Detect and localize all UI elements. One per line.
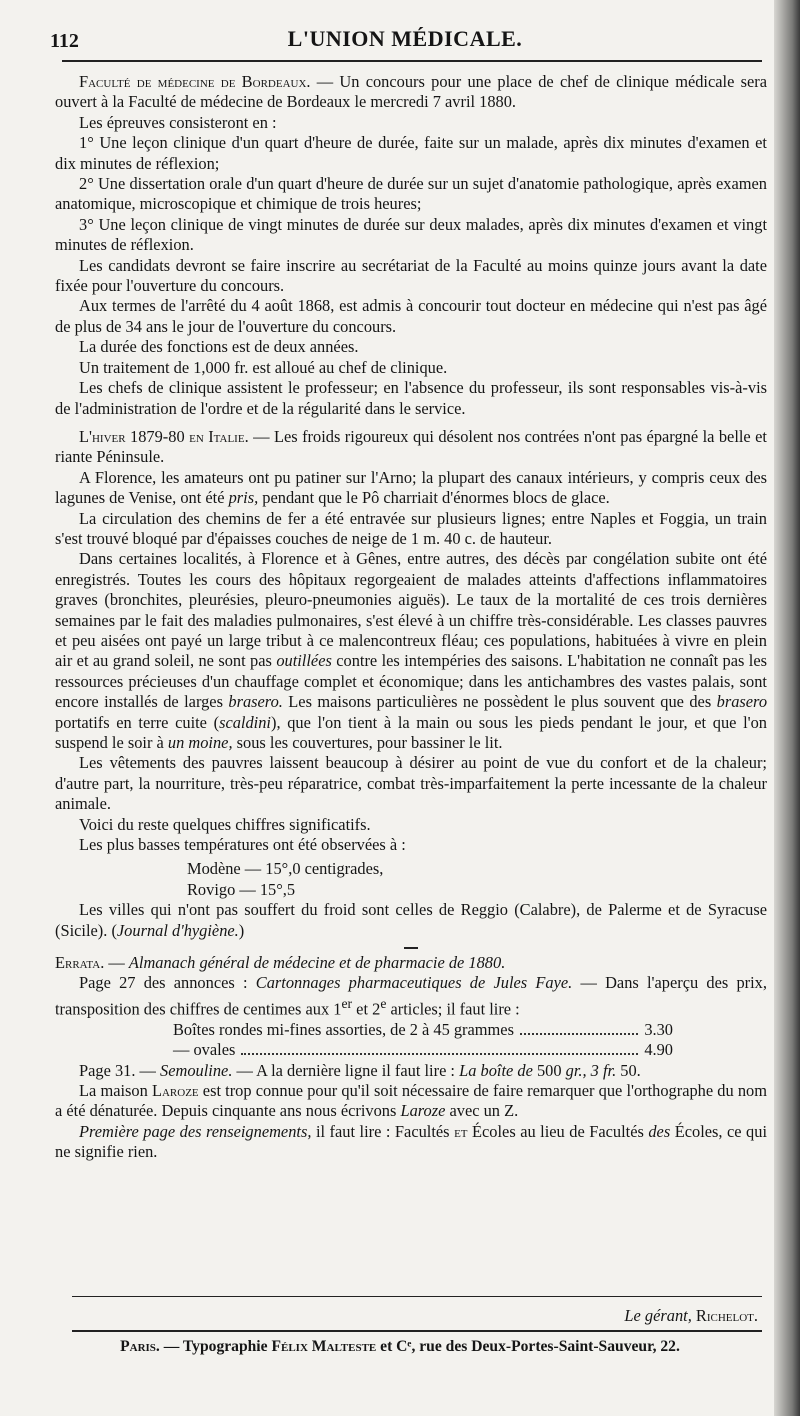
- paragraph: 2° Une dissertation orale d'un quart d'heure de durée sur un sujet d'anatomie pathologique, après examen anatomique, microscopique et chimique de trois heures;: [55, 174, 767, 214]
- text-run: 500: [532, 1060, 566, 1080]
- paragraph: [55, 900, 767, 941]
- text-run: Page 27 des annonces :: [79, 973, 256, 993]
- price-label: Boîtes rondes mi-fines assorties, de 2 à 45 grammes: [173, 1019, 514, 1039]
- paragraph: Les candidats devront se faire inscrire au secrétariat de la Faculté au moins quinze jours avant la date fixée pour l'ouverture du concours.: [55, 255, 767, 296]
- italic-run: Almanach général de médecine et de pharmacie de 1880.: [128, 953, 506, 973]
- text-run: ), que l'on tient à la main ou sous les pieds pendant le jour, et que l'on suspend le soir à: [55, 712, 767, 752]
- text-run: est trop connue pour qu'il soit nécessaire de faire remarquer que l'orthographe du nom a été dénaturée. Depuis cinquante ans nous écrivons: [55, 1080, 767, 1121]
- printer-imprint: [0, 1338, 800, 1356]
- paragraph: [55, 1061, 767, 1081]
- italic-run: Semouline.: [160, 1060, 233, 1080]
- article-body: [55, 72, 767, 1163]
- text-run: — Dans l'aperçu des prix, transposition des chiffres de centimes aux 1: [55, 973, 767, 1019]
- italic-run: pris,: [228, 488, 259, 508]
- italy-winter-article: [55, 427, 767, 468]
- italic-run: La boîte de: [459, 1060, 533, 1080]
- italic-run: Première page des renseignements,: [79, 1121, 312, 1141]
- paragraph: La durée des fonctions est de deux années.: [79, 337, 359, 357]
- italic-run: brasero: [716, 692, 768, 712]
- paragraph: [55, 549, 767, 753]
- page-edge-shadow: [774, 0, 800, 1416]
- text-run: —: [104, 953, 129, 973]
- italic-run: outillées: [276, 651, 332, 671]
- text-run: — Typographie: [159, 1338, 272, 1355]
- text-run: contre les intempéries des saisons. L'habitation ne connaît pas les ressources précieuses d'un chauffage complet et économique; dans les antichambres des vastes palais, sont encore installés de larges: [55, 651, 768, 712]
- section-divider: [404, 947, 418, 949]
- text-run: Les maisons particulières ne possèdent le plus souvent que des: [282, 692, 717, 712]
- paragraph-text: — Un concours pour une place de chef de clinique médicale sera ouvert à la Faculté de médecine de Bordeaux le mercredi 7 avril 1880.: [55, 72, 767, 112]
- text-run: Écoles, ce qui ne signifie rien.: [55, 1121, 768, 1162]
- paragraph: La circulation des chemins de fer a été entravée sur plusieurs lignes; entre Naples et Foggia, un train s'est trouvé bloqué par d'épaisses couches de neige de 1 m. 40 c. de hauteur.: [55, 508, 767, 548]
- paragraph: [55, 1081, 767, 1122]
- text-run: articles; il faut lire :: [386, 999, 520, 1019]
- imprint-city: Paris.: [120, 1338, 160, 1355]
- paragraph-text: — Les froids rigoureux qui désolent nos contrées n'ont pas épargné la belle et riante Péninsule.: [55, 426, 767, 467]
- text-run: Écoles au lieu de Facultés: [467, 1121, 649, 1141]
- page-header: [50, 20, 760, 54]
- text-run: sous les couvertures, pour bassiner le lit.: [232, 733, 503, 752]
- page-number: 112: [50, 30, 79, 52]
- temperature-rovigo: Rovigo — 15°,5: [187, 879, 296, 899]
- small-caps-run: et: [454, 1121, 468, 1141]
- text-run: pendant que le Pô charriait d'énormes blocs de glace.: [258, 488, 610, 508]
- header-rule: [62, 60, 762, 62]
- dot-leader: [241, 1053, 638, 1055]
- section-lead: Errata.: [55, 953, 105, 973]
- italic-run: Laroze: [400, 1101, 446, 1121]
- text-run: — A la dernière ligne il faut lire :: [232, 1060, 460, 1080]
- footer-rule-top: [72, 1296, 762, 1297]
- paragraph: Aux termes de l'arrêté du 4 août 1868, est admis à concourir tout docteur en médecine qui n'est pas âgé de plus de 34 ans le jour de l'ouverture du concours.: [55, 296, 767, 336]
- signature-role: Le gérant,: [624, 1306, 692, 1325]
- text-run: 50.: [616, 1060, 641, 1080]
- journal-title: L'UNION MÉDICALE.: [287, 26, 523, 51]
- text-run: Page 31. —: [79, 1060, 161, 1080]
- paragraph: [55, 973, 767, 1019]
- dot-leader: [520, 1033, 638, 1035]
- paragraph: 3° Une leçon clinique de vingt minutes de durée sur deux malades, après dix minutes d'examen et vingt minutes de réflexion.: [55, 214, 767, 255]
- text-run: La maison: [79, 1080, 152, 1100]
- footer-rule-bottom: [72, 1330, 762, 1332]
- text-run: A Florence, les amateurs ont pu patiner sur l'Arno; la plupart des canaux intérieurs, y compris ceux des lagunes de Venise, ont été: [55, 467, 767, 508]
- price-label: — ovales: [173, 1040, 236, 1060]
- paragraph: [55, 468, 767, 509]
- section-lead: L'hiver 1879-80 en Italie.: [79, 426, 249, 446]
- price-row: [173, 1020, 673, 1040]
- paragraph: Les plus basses températures ont été observées à :: [79, 835, 406, 855]
- text-run: il faut lire : Facultés: [311, 1121, 455, 1141]
- superscript: e: [380, 995, 387, 1011]
- text-run: et 2: [352, 999, 381, 1019]
- superscript: er: [341, 995, 353, 1011]
- paragraph: [55, 1122, 767, 1163]
- temperature-list: [187, 859, 767, 900]
- paragraph: Un traitement de 1,000 fr. est alloué au chef de clinique.: [79, 357, 448, 377]
- italic-run: gr., 3 fr.: [565, 1060, 617, 1080]
- text-run: Les villes qui n'ont pas souffert du froid sont celles de Reggio (Calabre), de Palerme et de Syracuse (Sicile). (: [55, 900, 767, 940]
- text-run: avec un Z.: [445, 1101, 519, 1121]
- signature-name: Richelot.: [695, 1306, 758, 1325]
- price-value: 4.90: [644, 1040, 673, 1060]
- temperature-modene: Modène — 15°,0 centigrades,: [187, 859, 384, 879]
- paragraph: Les vêtements des pauvres laissent beaucoup à désirer au point de vue du confort et de la chaleur; d'autre part, la nourriture, très-peu réparatrice, combat très-imparfaitement la perte incessante de la chaleur animale.: [55, 753, 767, 814]
- italic-run: des: [648, 1121, 671, 1141]
- text-run: et Cᵉ, rue des Deux-Portes-Saint-Sauveur, 22.: [376, 1338, 680, 1355]
- price-row: [173, 1040, 673, 1060]
- text-run: Dans certaines localités, à Florence et à Gênes, entre autres, des décès par congélation subite ont été enregistrés. Toutes les cours des hôpitaux regorgeaient de malades atteints d'affections inflammatoires graves (bronchites, pleurésies, pleuro-pneumonies aiguës). Le taux de la mortalité de ces trois dernières semaines par le fait des maladies pulmonaires, s'est élevé à un chiffre très-considérable. Les classes pauvres et peu aisées ont payé un large tribut à ce malencontreux fléau; ces populations, habituées à vivre en plein air et au grand soleil, ne sont pas: [55, 549, 767, 671]
- italic-run: brasero.: [228, 692, 283, 712]
- signature: [624, 1306, 758, 1326]
- imprint-printer: Félix Malteste: [271, 1338, 377, 1355]
- paragraph: Les chefs de clinique assistent le professeur; en l'absence du professeur, ils sont responsables vis-à-vis de l'administration de l'ordre et de la régularité dans le service.: [55, 378, 767, 418]
- paragraph: 1° Une leçon clinique d'un quart d'heure de durée, faite sur un malade, après dix minutes d'examen et dix minutes de réflexion;: [55, 133, 767, 173]
- text-run: portatifs en terre cuite (: [55, 712, 220, 732]
- price-value: 3.30: [644, 1019, 673, 1039]
- small-caps-run: Laroze: [151, 1080, 199, 1100]
- italic-run: un moine,: [167, 733, 233, 752]
- paragraph: Voici du reste quelques chiffres significatifs.: [79, 814, 371, 834]
- italic-run: Cartonnages pharmaceutiques de Jules Faye.: [255, 973, 573, 993]
- paragraph: Les épreuves consisteront en :: [79, 112, 277, 132]
- text-run: ): [238, 920, 245, 940]
- bordeaux-announcement: [55, 72, 767, 113]
- italic-run: Journal d'hygiène.: [116, 920, 239, 940]
- italic-run: scaldini: [219, 712, 271, 732]
- section-lead: Faculté de médecine de Bordeaux.: [79, 72, 311, 91]
- errata-heading: [55, 953, 767, 973]
